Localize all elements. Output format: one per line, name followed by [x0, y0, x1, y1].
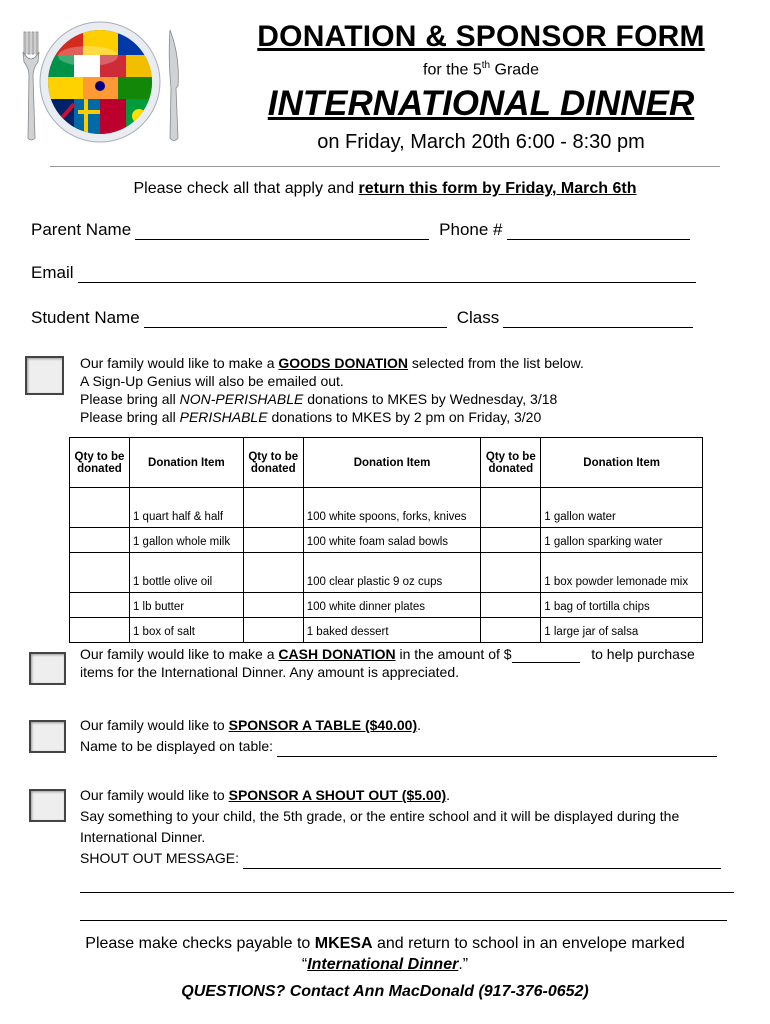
qty-cell[interactable] [243, 528, 303, 553]
quote-close: .” [458, 956, 469, 973]
qty-cell[interactable] [70, 528, 130, 553]
table-name-label: Name to be displayed on table: [80, 738, 274, 754]
goods-l1-pre: Our family would like to make a [80, 355, 279, 371]
qty-cell[interactable] [481, 593, 541, 618]
grade-subtitle [240, 60, 722, 79]
payee: MKESA [314, 935, 373, 952]
instructions [0, 180, 770, 198]
class-label: Class [456, 308, 500, 327]
phone-field[interactable] [507, 224, 690, 240]
table-row [70, 618, 703, 643]
email-label: Email [31, 263, 74, 282]
instructions-text: Please check all that apply and [133, 180, 359, 197]
email-row [31, 263, 696, 283]
instructions-deadline: return this form by Friday, March 6th [358, 180, 637, 197]
parent-row [31, 220, 690, 240]
envelope-label: International Dinner [307, 956, 459, 973]
item-cell: 1 large jar of salsa [541, 618, 703, 643]
student-name-field[interactable] [144, 312, 447, 328]
goods-donation-text [80, 354, 584, 426]
item-header: Donation Item [129, 438, 243, 488]
qty-cell[interactable] [243, 593, 303, 618]
qty-header: Qty to be donated [481, 438, 541, 488]
subtitle-sup: th [481, 60, 491, 71]
item-cell: 1 baked dessert [303, 618, 481, 643]
dinner-logo-icon [18, 16, 188, 146]
item-cell: 1 bag of tortilla chips [541, 593, 703, 618]
cash-donation-checkbox[interactable] [29, 652, 66, 685]
goods-l2: A Sign-Up Genius will also be emailed out. [80, 373, 344, 389]
goods-l1-emph: GOODS DONATION [278, 355, 409, 371]
table-row [70, 528, 703, 553]
header-divider [50, 166, 720, 167]
donation-table [69, 437, 703, 643]
qty-cell[interactable] [481, 488, 541, 528]
shout-message-line-2[interactable] [80, 892, 734, 893]
qty-cell[interactable] [243, 618, 303, 643]
event-date: on Friday, March 20th 6:00 - 8:30 pm [317, 131, 645, 153]
quote-open: “ [301, 956, 308, 973]
footer-mid: and return to school in an envelope marked [372, 935, 685, 952]
item-cell: 100 white foam salad bowls [303, 528, 481, 553]
item-cell: 100 white dinner plates [303, 593, 481, 618]
event-title: INTERNATIONAL DINNER [267, 84, 695, 123]
qty-cell[interactable] [70, 488, 130, 528]
qty-header: Qty to be donated [243, 438, 303, 488]
cash-post: to help purchase [579, 646, 695, 662]
qty-cell[interactable] [243, 553, 303, 593]
item-cell: 1 box of salt [129, 618, 243, 643]
shout-message-line-3[interactable] [80, 920, 727, 921]
item-cell: 100 white spoons, forks, knives [303, 488, 481, 528]
item-cell: 1 bottle olive oil [129, 553, 243, 593]
questions-contact: QUESTIONS? Contact Ann MacDonald (917-376-0652) [181, 983, 589, 1000]
item-cell: 1 gallon sparking water [541, 528, 703, 553]
goods-l4-pre: Please bring all [80, 409, 180, 425]
shout-l3: International Dinner. [80, 829, 206, 845]
sponsor-table-emph: SPONSOR A TABLE ($40.00) [228, 717, 418, 733]
payment-instructions [0, 933, 770, 975]
shout-emph: SPONSOR A SHOUT OUT ($5.00) [228, 787, 447, 803]
goods-donation-checkbox[interactable] [25, 356, 64, 395]
table-row [70, 593, 703, 618]
subtitle-grade: Grade [490, 61, 539, 79]
goods-l1-post: selected from the list below. [408, 355, 584, 371]
phone-label: Phone # [439, 220, 503, 239]
qty-cell[interactable] [70, 553, 130, 593]
shout-message-field[interactable] [243, 855, 721, 869]
item-cell: 1 box powder lemonade mix [541, 553, 703, 593]
email-field[interactable] [78, 267, 696, 283]
table-row [70, 488, 703, 528]
cash-l2: items for the International Dinner. Any amount is appreciated. [80, 664, 459, 680]
item-header: Donation Item [303, 438, 481, 488]
parent-name-label: Parent Name [31, 220, 132, 239]
item-cell: 1 lb butter [129, 593, 243, 618]
qty-cell[interactable] [481, 553, 541, 593]
shout-pre: Our family would like to [80, 787, 229, 803]
qty-header: Qty to be donated [70, 438, 130, 488]
table-name-field[interactable] [277, 743, 717, 757]
subtitle-text: for the 5 [423, 61, 482, 79]
shout-out-text [80, 785, 750, 869]
shout-post: . [446, 787, 451, 803]
form-title: DONATION & SPONSOR FORM [257, 20, 705, 53]
item-cell: 1 gallon whole milk [129, 528, 243, 553]
item-header: Donation Item [541, 438, 703, 488]
sponsor-table-text [80, 715, 717, 757]
shout-l2: Say something to your child, the 5th grade, or the entire school and it will be displayed during the [80, 808, 680, 824]
shout-message-label: SHOUT OUT MESSAGE: [80, 850, 239, 866]
student-row [31, 308, 693, 328]
footer-pre: Please make checks payable to [85, 935, 315, 952]
item-cell: 1 gallon water [541, 488, 703, 528]
cash-mid: in the amount of $ [395, 646, 512, 662]
item-cell: 100 clear plastic 9 oz cups [303, 553, 481, 593]
sponsor-table-checkbox[interactable] [29, 720, 66, 753]
goods-l3-post: donations to MKES by Wednesday, 3/18 [303, 391, 558, 407]
table-row [70, 553, 703, 593]
cash-pre: Our family would like to make a [80, 646, 279, 662]
sponsor-table-pre: Our family would like to [80, 717, 229, 733]
qty-cell[interactable] [243, 488, 303, 528]
student-name-label: Student Name [31, 308, 140, 327]
goods-l4-post: donations to MKES by 2 pm on Friday, 3/20 [267, 409, 542, 425]
cash-amount-field[interactable] [512, 649, 580, 663]
goods-l4-em: PERISHABLE [179, 409, 268, 425]
qty-cell[interactable] [70, 593, 130, 618]
qty-cell[interactable] [481, 528, 541, 553]
class-field[interactable] [503, 312, 693, 328]
parent-name-field[interactable] [135, 224, 429, 240]
goods-l3-em: NON-PERISHABLE [179, 391, 304, 407]
qty-cell[interactable] [481, 618, 541, 643]
cash-donation-text [80, 645, 760, 681]
goods-l3-pre: Please bring all [80, 391, 180, 407]
table-header-row [70, 438, 703, 488]
qty-cell[interactable] [70, 618, 130, 643]
sponsor-table-post: . [417, 717, 422, 733]
item-cell: 1 quart half & half [129, 488, 243, 528]
shout-out-checkbox[interactable] [29, 789, 66, 822]
cash-emph: CASH DONATION [278, 646, 396, 662]
